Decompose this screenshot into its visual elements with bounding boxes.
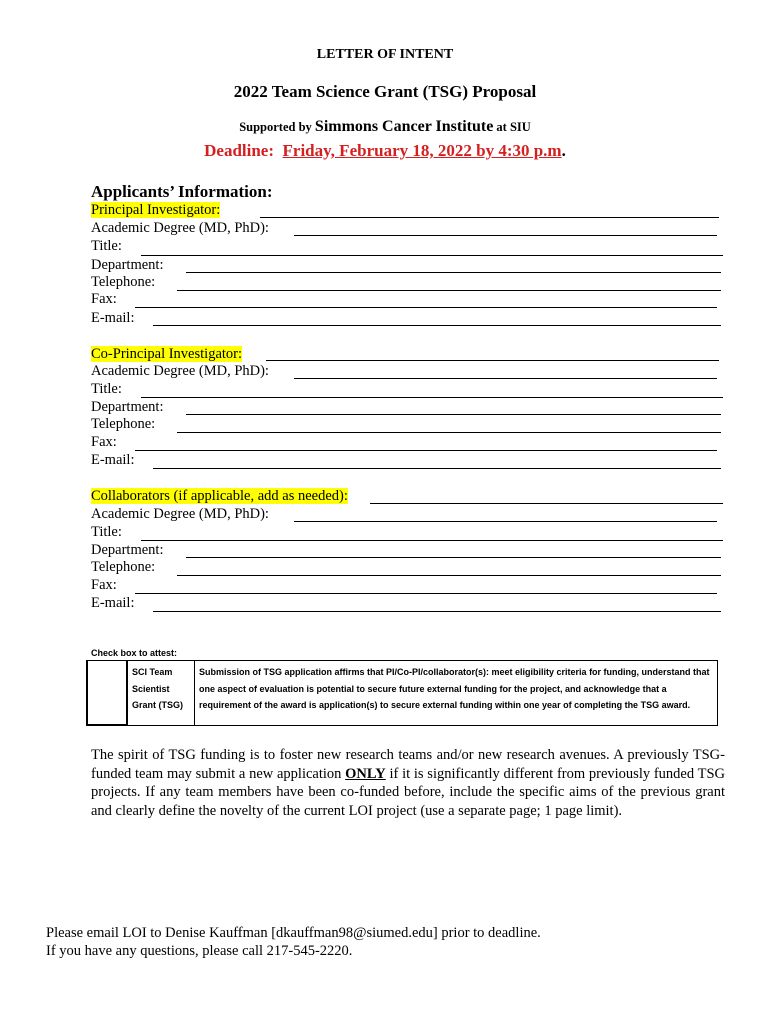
pi-telephone-label: Telephone: xyxy=(91,274,156,290)
copi-department-label: Department: xyxy=(91,399,164,415)
paragraph-emphasis: ONLY xyxy=(345,765,386,782)
collab-fax-label: Fax: xyxy=(91,577,117,593)
pi-fax-label: Fax: xyxy=(91,291,117,307)
applicants-section-title: Applicants’ Information: xyxy=(91,182,273,201)
copi-degree-field[interactable] xyxy=(294,378,717,379)
copi-email-label: E-mail: xyxy=(91,452,135,468)
deadline-line xyxy=(0,141,770,161)
pi-title-label: Title: xyxy=(91,238,122,254)
collab-title-field[interactable] xyxy=(141,540,723,541)
deadline-end: . xyxy=(561,141,566,160)
attest-program-name: SCI Team Scientist Grant (TSG) xyxy=(127,661,195,726)
pi-degree-field[interactable] xyxy=(294,235,717,236)
supported-org: Simmons Cancer Institute xyxy=(314,118,494,135)
collab-telephone-field[interactable] xyxy=(177,575,721,576)
pi-fax-field[interactable] xyxy=(135,307,717,308)
attest-statement: Submission of TSG application affirms that PI/Co-PI/collaborator(s): meet eligibility criteria for funding, understand that one aspect of evaluation is potential to secure future external funding for the project, and acknowledge that a requirement of the award is application(s) to secure external funding within one year of completing the TSG award. xyxy=(195,661,718,726)
copi-title-field[interactable] xyxy=(141,397,723,398)
attest-table xyxy=(86,660,718,726)
copi-email-field[interactable] xyxy=(153,468,721,469)
copi-title-label: Title: xyxy=(91,381,122,397)
pi-telephone-field[interactable] xyxy=(177,290,721,291)
pi-department-field[interactable] xyxy=(186,272,721,273)
attest-checkbox[interactable] xyxy=(87,661,127,726)
paragraph-part1: The spirit of TSG funding is to foster new research teams and/or new research avenues. A previously TSG-funded team may submit a new application xyxy=(91,747,725,782)
copi-label: Co-Principal Investigator: xyxy=(91,346,243,362)
collab-fax-field[interactable] xyxy=(135,593,717,594)
supported-suffix: at SIU xyxy=(493,120,531,134)
collab-degree-label: Academic Degree (MD, PhD): xyxy=(91,506,269,522)
footer-phone-line: If you have any questions, please call 217-545-2220. xyxy=(46,943,353,959)
copi-fax-field[interactable] xyxy=(135,450,717,451)
supported-prefix: Supported by xyxy=(239,120,315,134)
funding-paragraph xyxy=(91,746,725,820)
doc-heading: LETTER OF INTENT xyxy=(316,47,454,62)
paragraph-part2: if it is significantly different from previously funded TSG projects. If any team members have been co-funded before, include the specific aims of the previous grant and clearly define the novelty of the current LOI project (use a separate page; 1 page limit). xyxy=(91,765,725,819)
pi-degree-label: Academic Degree (MD, PhD): xyxy=(91,220,269,236)
collab-department-label: Department: xyxy=(91,542,164,558)
supported-by-line xyxy=(0,118,770,136)
copi-degree-label: Academic Degree (MD, PhD): xyxy=(91,363,269,379)
copi-telephone-label: Telephone: xyxy=(91,416,156,432)
collab-email-label: E-mail: xyxy=(91,595,135,611)
collab-telephone-label: Telephone: xyxy=(91,559,156,575)
copi-department-field[interactable] xyxy=(186,414,721,415)
collab-degree-field[interactable] xyxy=(294,521,717,522)
pi-title-field[interactable] xyxy=(141,255,723,256)
pi-email-label: E-mail: xyxy=(91,310,135,326)
copi-telephone-field[interactable] xyxy=(177,432,721,433)
deadline-label: Deadline: xyxy=(204,141,275,160)
collab-department-field[interactable] xyxy=(186,557,721,558)
deadline-date: Friday, February 18, 2022 by 4:30 p.m xyxy=(282,141,562,160)
copi-fax-label: Fax: xyxy=(91,434,117,450)
collab-email-field[interactable] xyxy=(153,611,721,612)
collab-name-field[interactable] xyxy=(370,503,723,504)
attest-label: Check box to attest: xyxy=(91,648,178,658)
copi-name-field[interactable] xyxy=(266,360,719,361)
pi-label: Principal Investigator: xyxy=(91,202,221,218)
collab-title-label: Title: xyxy=(91,524,122,540)
collab-label: Collaborators (if applicable, add as needed): xyxy=(91,488,348,504)
pi-email-field[interactable] xyxy=(153,325,721,326)
pi-department-label: Department: xyxy=(91,257,164,273)
footer-email-line: Please email LOI to Denise Kauffman [dkauffman98@siumed.edu] prior to deadline. xyxy=(46,925,541,941)
doc-title: 2022 Team Science Grant (TSG) Proposal xyxy=(233,82,537,101)
pi-name-field[interactable] xyxy=(260,217,719,218)
